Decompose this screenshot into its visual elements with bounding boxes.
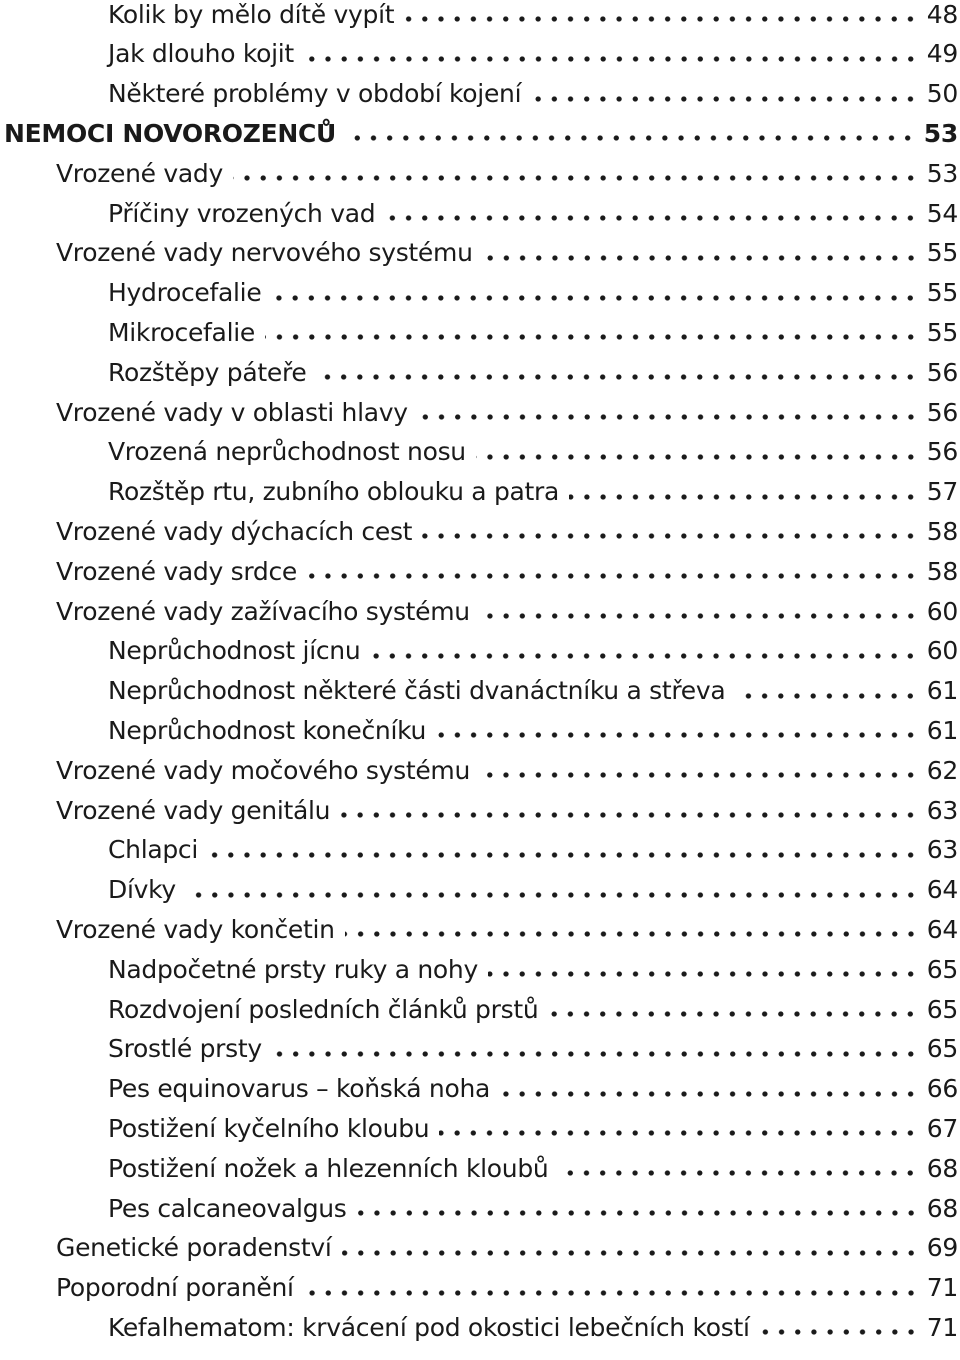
toc-page-number: 55 xyxy=(926,317,958,347)
dot-leader xyxy=(272,1051,919,1057)
toc-page-number: 48 xyxy=(926,0,958,29)
toc-entry-row[interactable] xyxy=(0,750,960,790)
dot-leader xyxy=(558,1170,918,1176)
toc-entry-row[interactable] xyxy=(0,233,960,273)
toc-entry-row[interactable] xyxy=(0,591,960,631)
toc-page-number: 50 xyxy=(926,79,958,109)
toc-page-number: 57 xyxy=(926,477,958,507)
toc-entry-row[interactable] xyxy=(0,511,960,551)
toc-entry-row[interactable] xyxy=(0,34,960,74)
toc-entry-row[interactable] xyxy=(0,74,960,114)
toc-page-number: 61 xyxy=(926,715,958,745)
toc-entry-row[interactable] xyxy=(0,631,960,671)
toc-entry-row[interactable] xyxy=(0,671,960,711)
toc-entry-title: Vrozené vady zažívacího systému xyxy=(56,596,470,626)
dot-leader xyxy=(476,454,919,460)
toc-entry-row[interactable] xyxy=(0,352,960,392)
toc-entry-title: Vrozené vady končetin xyxy=(56,914,335,944)
dot-leader xyxy=(483,255,919,261)
dot-leader xyxy=(569,494,919,500)
toc-page-number: 68 xyxy=(926,1153,958,1183)
dot-leader xyxy=(422,533,919,539)
dot-leader xyxy=(404,16,919,22)
dot-leader xyxy=(548,1011,918,1017)
toc-entry-row[interactable] xyxy=(0,193,960,233)
toc-entry-title: Rozštěpy páteře xyxy=(108,357,307,387)
dot-leader xyxy=(265,334,919,340)
dot-leader xyxy=(436,732,919,738)
toc-entry-row[interactable] xyxy=(0,830,960,870)
toc-page-number: 58 xyxy=(926,516,958,546)
toc-entry-title: Příčiny vrozených vad xyxy=(108,198,376,228)
dot-leader xyxy=(488,971,919,977)
toc-entry-row[interactable] xyxy=(0,710,960,750)
toc-entry-title: Mikrocefalie xyxy=(108,317,255,347)
toc-entry-row[interactable] xyxy=(0,153,960,193)
toc-entry-row[interactable] xyxy=(0,1188,960,1228)
toc-entry-title: Neprůchodnost konečníku xyxy=(108,715,427,745)
toc-entry-title: Neprůchodnost jícnu xyxy=(108,636,361,666)
toc-page-number: 55 xyxy=(926,238,958,268)
toc-page-number: 66 xyxy=(926,1074,958,1104)
toc-entry-title: Postižení kyčelního kloubu xyxy=(108,1113,430,1143)
dot-leader xyxy=(357,1210,919,1216)
toc-entry-row[interactable] xyxy=(0,392,960,432)
toc-page-number: 56 xyxy=(926,437,958,467)
toc-entry-title: Vrozené vady dýchacích cest xyxy=(56,516,413,546)
toc-page-number: 58 xyxy=(926,556,958,586)
toc-entry-row[interactable] xyxy=(0,989,960,1029)
dot-leader xyxy=(271,295,918,301)
toc-page-number: 63 xyxy=(926,795,958,825)
toc-page-number: 60 xyxy=(926,596,958,626)
dot-leader xyxy=(480,613,919,619)
dot-leader xyxy=(304,56,919,62)
toc-entry-title: Genetické poradenství xyxy=(56,1233,332,1263)
toc-entry-title: Dívky xyxy=(108,875,176,905)
toc-page-number: 63 xyxy=(926,835,958,865)
toc-entry-title: Neprůchodnost některé části dvanáctníku a střeva xyxy=(108,676,726,706)
toc-entry-row[interactable] xyxy=(0,1029,960,1069)
toc-page-number: 49 xyxy=(926,39,958,69)
toc-entry-title: Chlapci xyxy=(108,835,199,865)
toc-entry-row[interactable] xyxy=(0,472,960,512)
toc-entry-row[interactable] xyxy=(0,1228,960,1268)
toc-entry-row[interactable] xyxy=(0,273,960,313)
dot-leader xyxy=(186,892,919,898)
dot-leader xyxy=(735,693,918,699)
toc-entry-row[interactable] xyxy=(0,790,960,830)
dot-leader xyxy=(340,812,919,818)
toc-entry-title: Kolik by mělo dítě vypít xyxy=(108,0,395,29)
toc-entry-title: Poporodní poranění xyxy=(56,1273,294,1303)
toc-page-number: 55 xyxy=(926,278,958,308)
toc-page-number: 62 xyxy=(926,755,958,785)
toc-entry-title: Vrozené vady xyxy=(56,158,223,188)
toc-entry-title: NEMOCI NOVOROZENCŮ xyxy=(4,118,337,148)
toc-entry-title: Postižení nožek a hlezenních kloubů xyxy=(108,1153,549,1183)
toc-entry-title: Rozštěp rtu, zubního oblouku a patra xyxy=(108,477,560,507)
toc-page-number: 53 xyxy=(926,158,958,188)
toc-entry-row[interactable] xyxy=(0,1268,960,1308)
toc-entry-title: Srostlé prsty xyxy=(108,1034,262,1064)
toc-entry-row[interactable] xyxy=(0,1307,960,1347)
toc-entry-row[interactable] xyxy=(0,1148,960,1188)
toc-entry-row[interactable] xyxy=(0,1108,960,1148)
dot-leader xyxy=(531,96,919,102)
toc-entry-row[interactable] xyxy=(0,432,960,472)
dot-leader xyxy=(342,1250,919,1256)
toc-entry-title: Rozdvojení posledních článků prstů xyxy=(108,994,539,1024)
dot-leader xyxy=(208,852,919,858)
toc-entry-row[interactable] xyxy=(0,312,960,352)
toc-page-number: 53 xyxy=(923,118,958,148)
dot-leader xyxy=(307,573,919,579)
dot-leader xyxy=(500,1091,919,1097)
dot-leader xyxy=(370,653,918,659)
toc-entry-row[interactable] xyxy=(0,870,960,910)
toc-page-number: 71 xyxy=(926,1273,958,1303)
toc-entry-row[interactable] xyxy=(0,1069,960,1109)
toc-page-number: 71 xyxy=(926,1312,958,1342)
dot-leader xyxy=(760,1329,919,1335)
dot-leader xyxy=(439,1130,918,1136)
toc-entry-title: Kefalhematom: krvácení pod okostici lebečních kostí xyxy=(108,1312,750,1342)
toc-page-number: 65 xyxy=(926,1034,958,1064)
toc-entry-row[interactable] xyxy=(0,0,960,34)
toc-entry-title: Některé problémy v období kojení xyxy=(108,79,522,109)
toc-page-number: 60 xyxy=(926,636,958,666)
toc-entry-title: Vrozené vady genitálu xyxy=(56,795,331,825)
toc-entry-title: Hydrocefalie xyxy=(108,278,262,308)
toc-entry-row[interactable] xyxy=(0,949,960,989)
toc-entry-title: Jak dlouho kojit xyxy=(108,39,294,69)
toc-page-number: 68 xyxy=(926,1193,958,1223)
dot-leader xyxy=(385,215,918,221)
toc-page-number: 65 xyxy=(926,994,958,1024)
toc-entry-title: Pes equinovarus – koňská noha xyxy=(108,1074,491,1104)
toc-entry-row[interactable] xyxy=(0,551,960,591)
toc-page-number: 65 xyxy=(926,954,958,984)
dot-leader xyxy=(346,135,916,141)
toc-page-number: 61 xyxy=(926,676,958,706)
toc-entry-title: Pes calcaneovalgus xyxy=(108,1193,347,1223)
dot-leader xyxy=(480,772,919,778)
toc-chapter-row[interactable] xyxy=(0,113,960,153)
toc-page-number: 54 xyxy=(926,198,958,228)
toc-entry-title: Nadpočetné prsty ruky a nohy xyxy=(108,954,478,984)
toc-page-number: 56 xyxy=(926,397,958,427)
toc-entry-title: Vrozené vady srdce xyxy=(56,556,297,586)
toc-entry-title: Vrozené vady v oblasti hlavy xyxy=(56,397,408,427)
toc-page-number: 64 xyxy=(926,914,958,944)
toc-entry-row[interactable] xyxy=(0,909,960,949)
dot-leader xyxy=(345,931,919,937)
toc-page-number: 56 xyxy=(926,357,958,387)
dot-leader xyxy=(316,374,918,380)
toc-page-number: 67 xyxy=(926,1113,958,1143)
toc-page-number: 69 xyxy=(926,1233,958,1263)
toc-page-number: 64 xyxy=(926,875,958,905)
toc-entry-title: Vrozené vady močového systému xyxy=(56,755,471,785)
dot-leader xyxy=(233,175,919,181)
toc-entry-title: Vrozená neprůchodnost nosu xyxy=(108,437,466,467)
toc-entry-title: Vrozené vady nervového systému xyxy=(56,238,473,268)
dot-leader xyxy=(304,1290,919,1296)
dot-leader xyxy=(418,414,919,420)
